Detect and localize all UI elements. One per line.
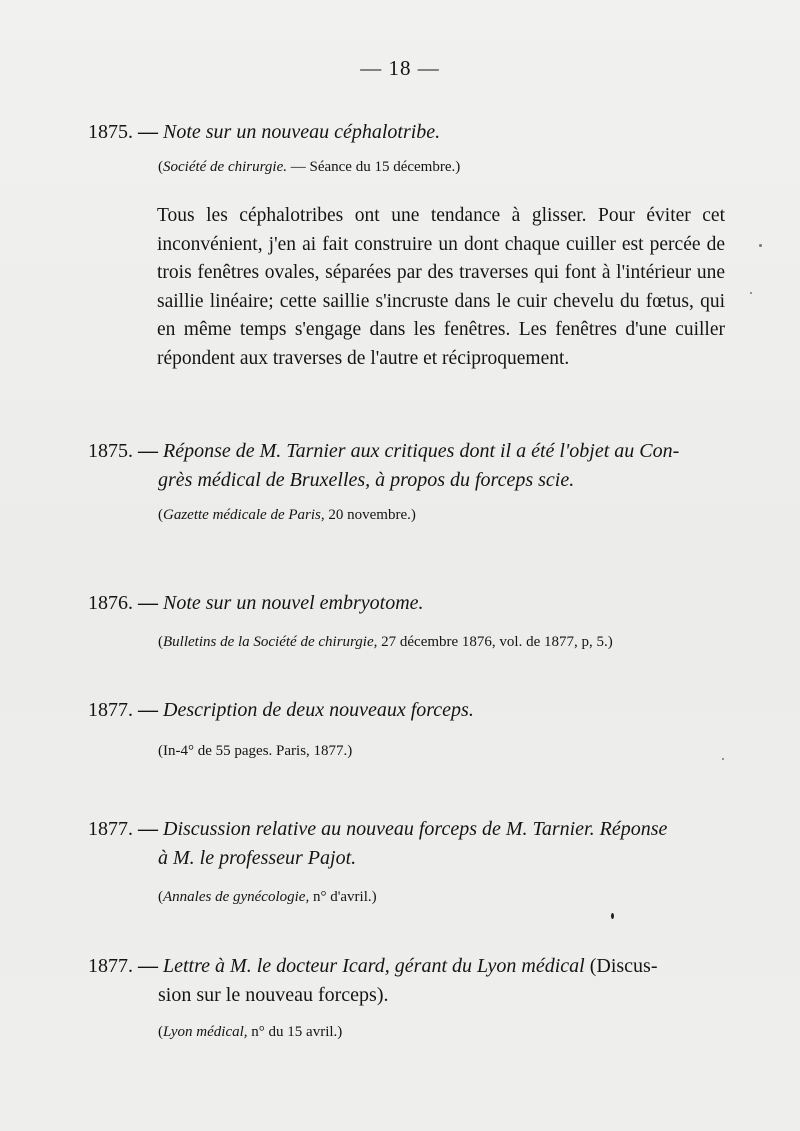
entry-dash: — — [138, 818, 158, 840]
source-detail: 20 novembre.) — [324, 507, 416, 523]
entry-year: 1876. — [88, 592, 133, 614]
entry-source: (Lyon médical, n° du 15 avril.) — [158, 1024, 343, 1040]
source-venue: Société de chirurgie. — [163, 159, 287, 175]
entry-heading — [88, 118, 728, 147]
entry-title-suffix: (Discus- — [584, 955, 658, 977]
entry-heading — [88, 952, 728, 1010]
scan-speck — [611, 913, 614, 919]
source-detail: n° d'avril.) — [309, 889, 377, 905]
source-venue: Lyon médical, — [163, 1024, 248, 1040]
entry-dash: — — [138, 440, 158, 462]
entry-source: (Annales de gynécologie, n° d'avril.) — [158, 889, 377, 905]
scan-speck — [759, 244, 762, 247]
source-venue: Annales de gynécologie, — [163, 889, 310, 905]
source-venue: Bulletins de la Société de chirurgie, — [163, 634, 378, 650]
entry-title: Réponse de M. Tarnier aux critiques dont il a été l'objet au Con- — [163, 440, 680, 462]
entry-year: 1877. — [88, 818, 133, 840]
entry-year: 1875. — [88, 440, 133, 462]
entry-year: 1877. — [88, 955, 133, 977]
entry-title: Description de deux nouveaux forceps. — [163, 699, 474, 721]
entry-heading — [88, 815, 728, 873]
entry-heading — [88, 437, 728, 495]
entry-title: Lettre à M. le docteur Icard, gérant du Lyon médical — [163, 955, 585, 977]
entry-title: Discussion relative au nouveau forceps de M. Tarnier. Réponse — [163, 818, 668, 840]
entry-dash: — — [138, 699, 158, 721]
entry-source: (In-4° de 55 pages. Paris, 1877.) — [158, 743, 353, 759]
entry-title: Note sur un nouvel embryotome. — [163, 592, 424, 614]
description-paragraph: Tous les céphalotribes ont une tendance à glisser. Pour éviter cet inconvénient, j'en ai fait construire un dont chaque cuiller est percée de trois fenêtres ovales, séparées par des traverses qui font à l'intérieur une saillie linéaire; cette saillie s'incruste dans le cuir chevelu du fœtus, qui en même temps s'engage dans les fenêtres. Les fenêtres d'une cuiller répondent aux traverses de l'autre et réciproquement. — [157, 205, 725, 369]
entry-source: (Société de chirurgie. — Séance du 15 décembre.) — [158, 159, 461, 175]
scan-speck — [750, 292, 752, 294]
source-venue: Gazette médicale de Paris, — [163, 507, 325, 523]
bibliography-entry — [88, 815, 728, 907]
source-detail: 27 décembre 1876, vol. de 1877, p, 5.) — [377, 634, 613, 650]
entry-heading — [88, 696, 728, 725]
entry-dash: — — [138, 121, 158, 143]
entry-title-continued: grès médical de Bruxelles, à propos du forceps scie. — [158, 469, 575, 491]
entry-title: Note sur un nouveau céphalotribe. — [163, 121, 441, 143]
entry-title-continued: sion sur le nouveau forceps). — [158, 984, 389, 1006]
bibliography-entry — [88, 118, 728, 177]
source-detail: — Séance du 15 décembre.) — [286, 159, 461, 175]
entry-dash: — — [138, 955, 158, 977]
bibliography-entry — [88, 952, 728, 1042]
bibliography-entry — [88, 437, 728, 525]
entry-source: (Bulletins de la Société de chirurgie, 27 décembre 1876, vol. de 1877, p, 5.) — [158, 634, 613, 650]
bibliography-entry — [88, 696, 728, 761]
entry-source: (Gazette médicale de Paris, 20 novembre.) — [158, 507, 416, 523]
entry-description — [157, 202, 725, 373]
entry-dash: — — [138, 592, 158, 614]
entry-year: 1875. — [88, 121, 133, 143]
entry-heading — [88, 589, 728, 618]
bibliography-entry — [88, 589, 728, 652]
source-detail: n° du 15 avril.) — [247, 1024, 343, 1040]
scan-speck — [722, 758, 724, 760]
page-number: — 18 — — [360, 56, 440, 80]
entry-year: 1877. — [88, 699, 133, 721]
entry-title-continued: à M. le professeur Pajot. — [158, 847, 357, 869]
